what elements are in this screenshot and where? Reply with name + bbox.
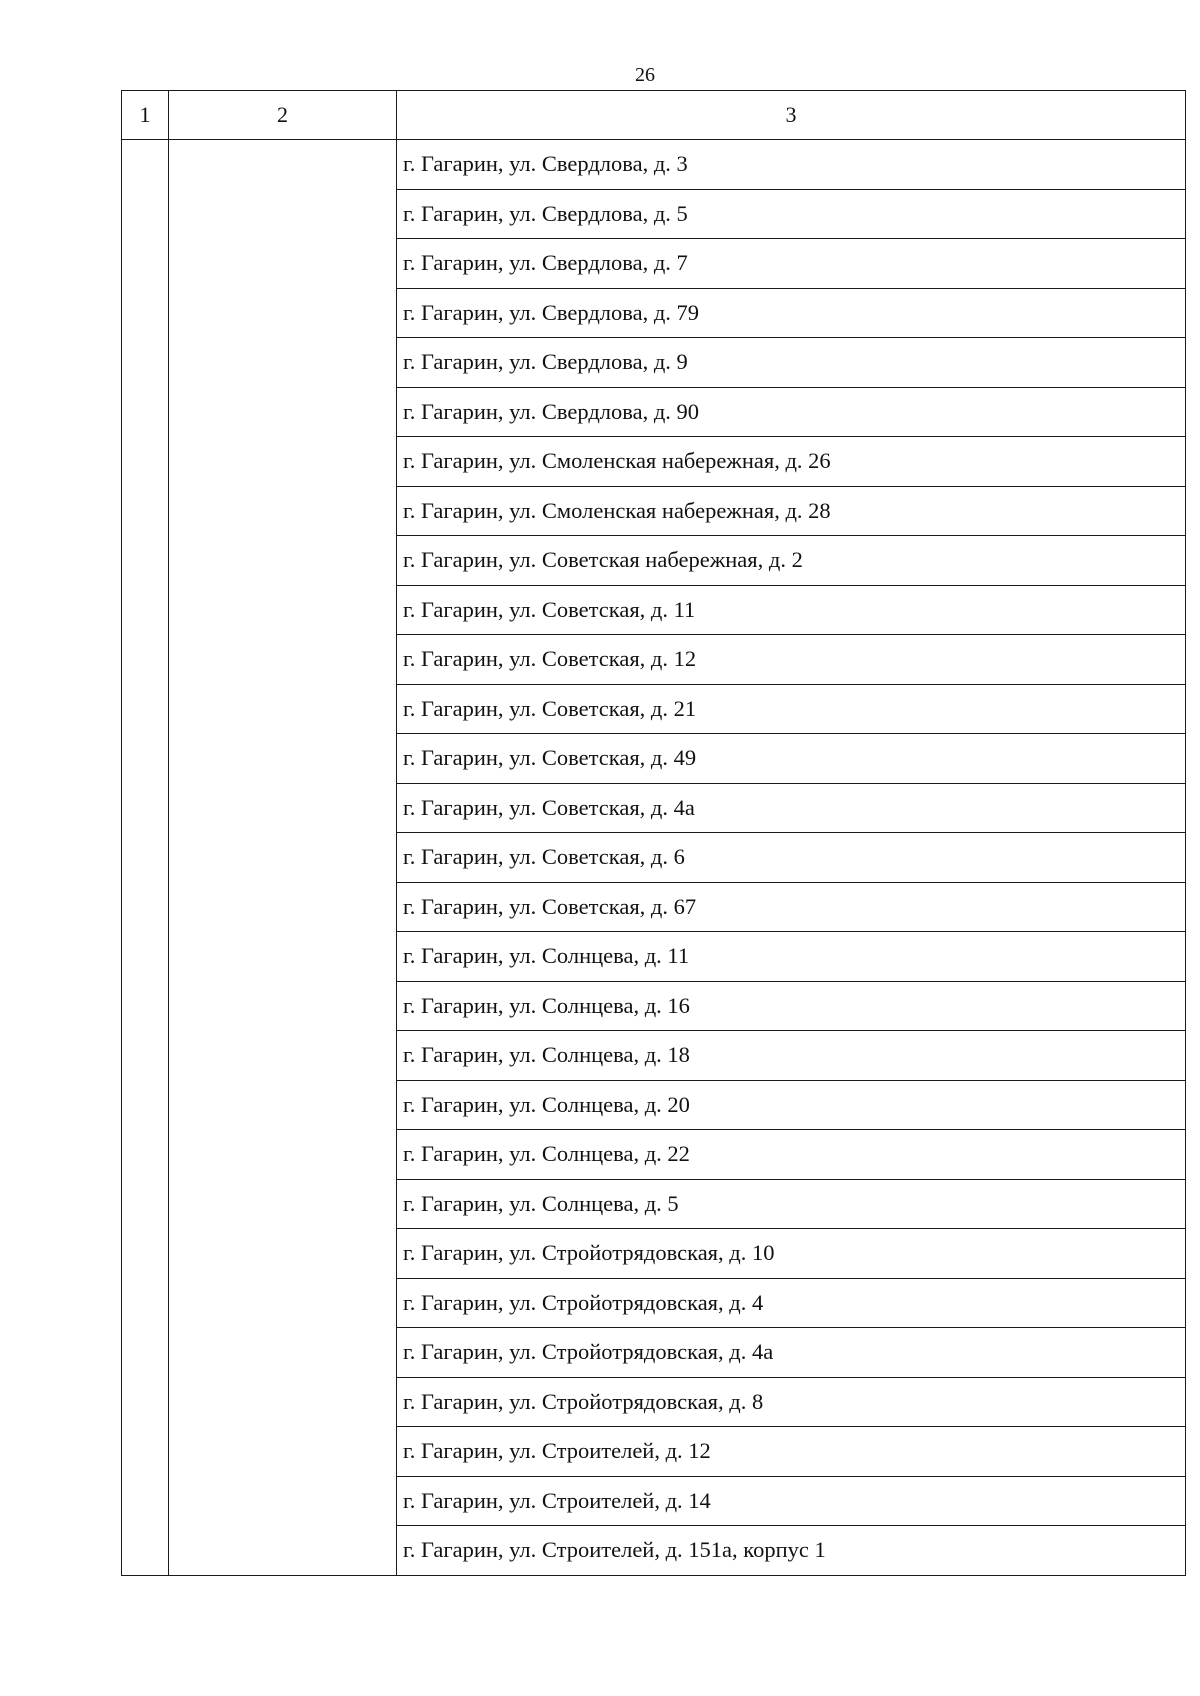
address-cell: г. Гагарин, ул. Солнцева, д. 11 — [397, 932, 1186, 982]
address-cell: г. Гагарин, ул. Советская, д. 4а — [397, 783, 1186, 833]
address-cell: г. Гагарин, ул. Стройотрядовская, д. 4а — [397, 1328, 1186, 1378]
address-cell: г. Гагарин, ул. Советская, д. 21 — [397, 684, 1186, 734]
address-cell: г. Гагарин, ул. Строителей, д. 151а, корпус 1 — [397, 1526, 1186, 1576]
column-header-3: 3 — [397, 91, 1186, 140]
address-cell: г. Гагарин, ул. Свердлова, д. 3 — [397, 140, 1186, 190]
column-header-1: 1 — [122, 91, 169, 140]
address-table — [121, 90, 1186, 1576]
header-row — [122, 91, 1186, 140]
address-cell: г. Гагарин, ул. Солнцева, д. 16 — [397, 981, 1186, 1031]
address-cell: г. Гагарин, ул. Советская, д. 67 — [397, 882, 1186, 932]
column-1-cell — [122, 140, 169, 1576]
address-cell: г. Гагарин, ул. Строителей, д. 12 — [397, 1427, 1186, 1477]
address-cell: г. Гагарин, ул. Строителей, д. 14 — [397, 1476, 1186, 1526]
address-cell: г. Гагарин, ул. Советская, д. 12 — [397, 635, 1186, 685]
address-cell: г. Гагарин, ул. Стройотрядовская, д. 8 — [397, 1377, 1186, 1427]
address-cell: г. Гагарин, ул. Стройотрядовская, д. 4 — [397, 1278, 1186, 1328]
table-header — [122, 91, 1186, 140]
page-number: 26 — [635, 64, 655, 86]
table-body — [122, 140, 1186, 1576]
address-cell: г. Гагарин, ул. Свердлова, д. 9 — [397, 338, 1186, 388]
address-cell: г. Гагарин, ул. Стройотрядовская, д. 10 — [397, 1229, 1186, 1279]
address-cell: г. Гагарин, ул. Солнцева, д. 20 — [397, 1080, 1186, 1130]
address-cell: г. Гагарин, ул. Солнцева, д. 5 — [397, 1179, 1186, 1229]
table-row — [122, 140, 1186, 190]
address-cell: г. Гагарин, ул. Советская, д. 49 — [397, 734, 1186, 784]
address-cell: г. Гагарин, ул. Свердлова, д. 79 — [397, 288, 1186, 338]
address-cell: г. Гагарин, ул. Солнцева, д. 18 — [397, 1031, 1186, 1081]
address-cell: г. Гагарин, ул. Советская, д. 11 — [397, 585, 1186, 635]
address-cell: г. Гагарин, ул. Смоленская набережная, д. 28 — [397, 486, 1186, 536]
address-cell: г. Гагарин, ул. Свердлова, д. 5 — [397, 189, 1186, 239]
column-2-cell — [169, 140, 397, 1576]
address-cell: г. Гагарин, ул. Советская набережная, д. 2 — [397, 536, 1186, 586]
address-cell: г. Гагарин, ул. Советская, д. 6 — [397, 833, 1186, 883]
address-cell: г. Гагарин, ул. Свердлова, д. 90 — [397, 387, 1186, 437]
address-cell: г. Гагарин, ул. Смоленская набережная, д. 26 — [397, 437, 1186, 487]
address-cell: г. Гагарин, ул. Свердлова, д. 7 — [397, 239, 1186, 289]
address-cell: г. Гагарин, ул. Солнцева, д. 22 — [397, 1130, 1186, 1180]
column-header-2: 2 — [169, 91, 397, 140]
